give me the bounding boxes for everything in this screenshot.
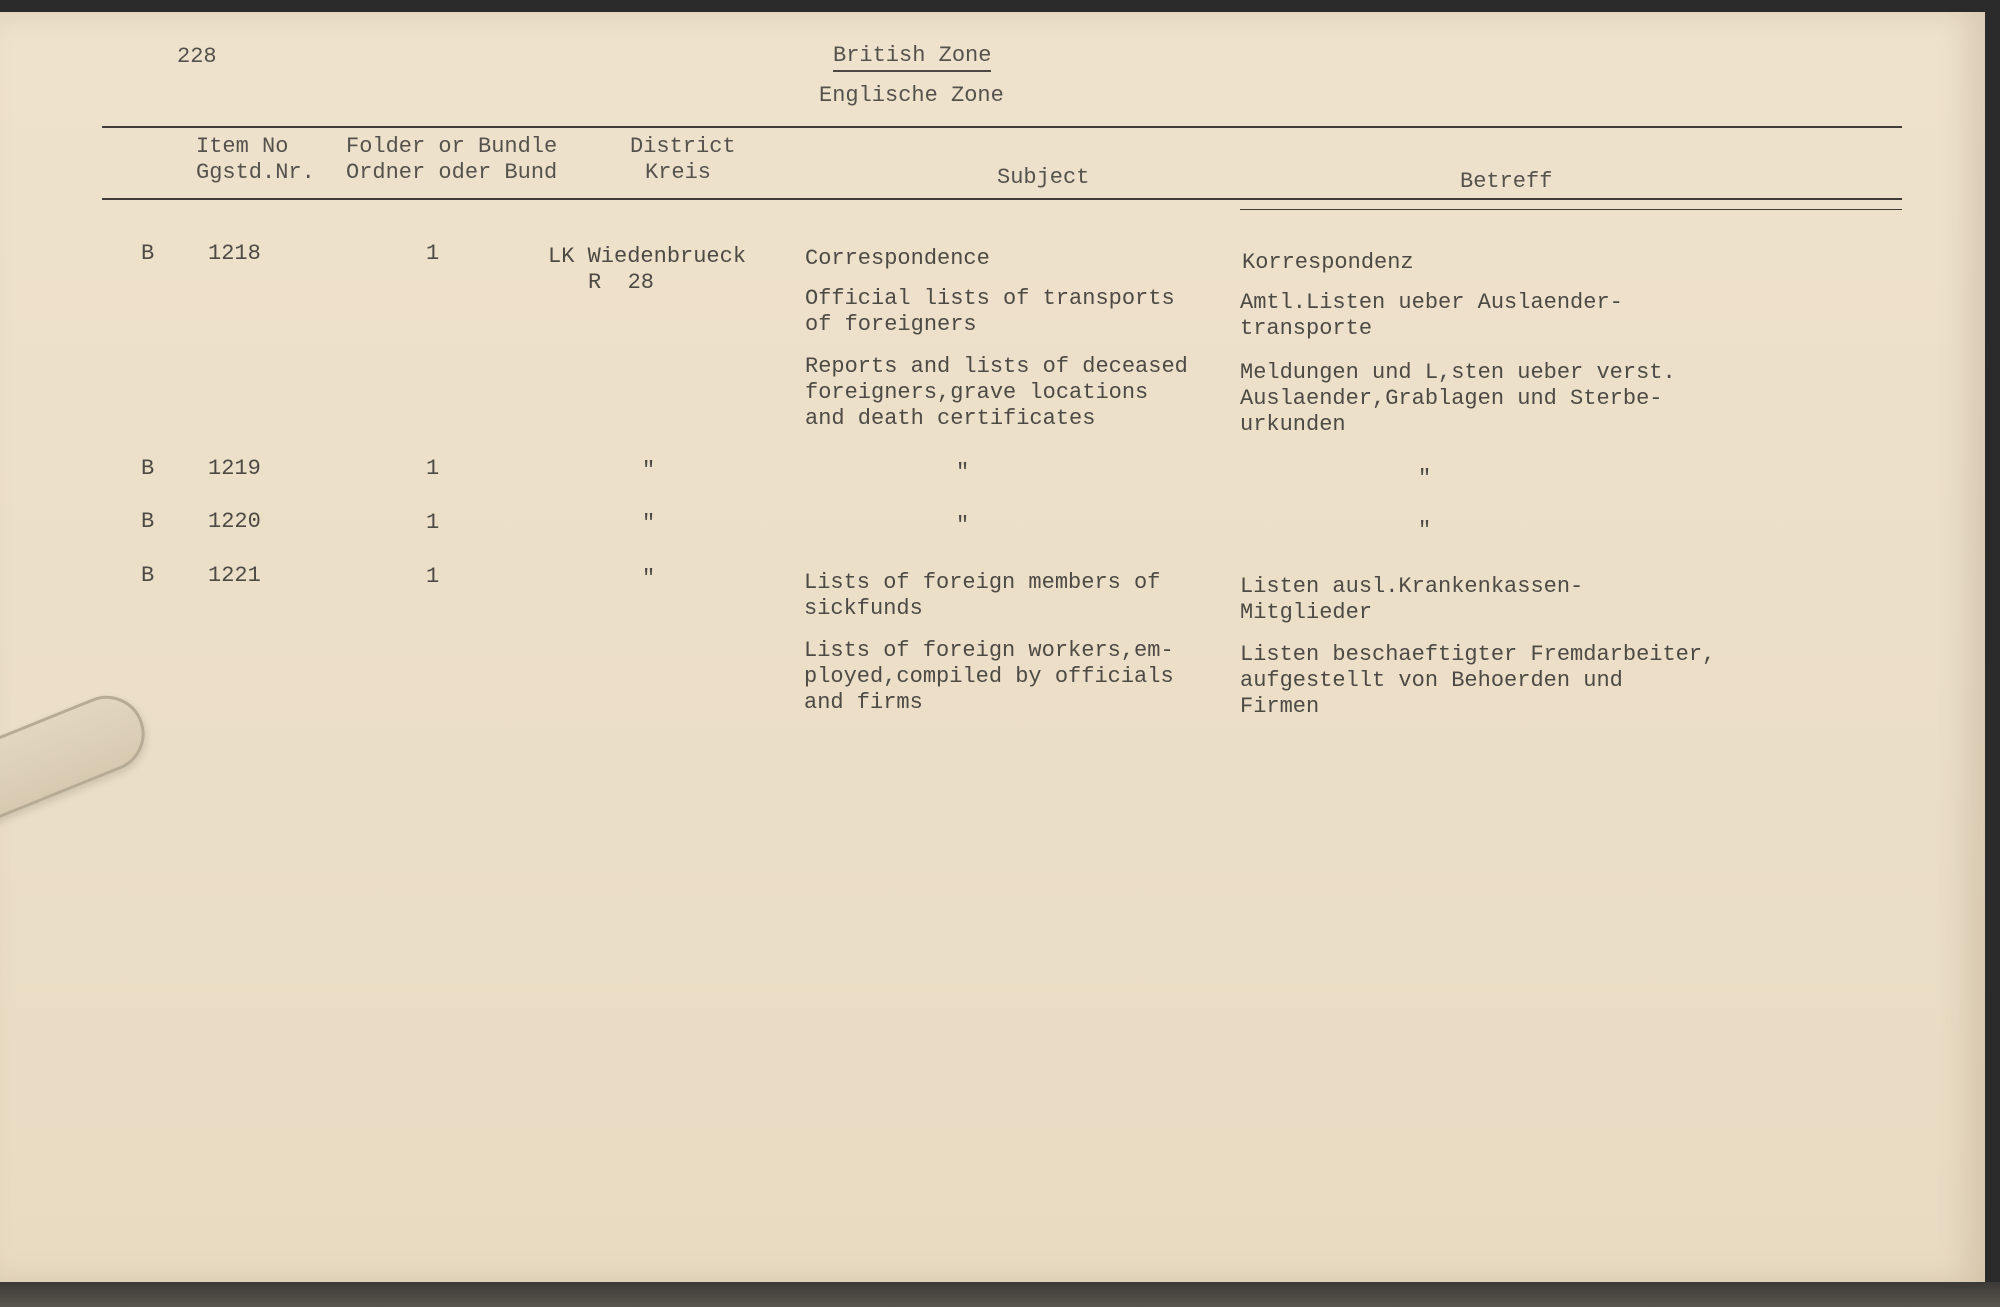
col-header-district-de: Kreis <box>645 160 712 185</box>
betreff-line: transporte <box>1240 316 1373 341</box>
district: LK Wiedenbrueck <box>548 244 747 269</box>
ditto-mark: " <box>642 566 656 591</box>
betreff-line: urkunden <box>1240 412 1346 437</box>
subject-line: ployed,compiled by officials <box>804 664 1174 689</box>
row-prefix: B <box>141 563 155 588</box>
col-header-subject: Subject <box>997 165 1090 190</box>
top-rule <box>102 126 1902 128</box>
ditto-mark: " <box>1418 466 1432 491</box>
folder-count: 1 <box>426 456 440 481</box>
betreff-line: Amtl.Listen ueber Auslaender- <box>1240 290 1623 315</box>
subject-line: sickfunds <box>804 596 923 621</box>
betreff-line: Korrespondenz <box>1242 250 1414 275</box>
ditto-mark: " <box>642 458 656 483</box>
subject-line: and firms <box>804 690 923 715</box>
subject-line: and death certificates <box>805 406 1096 431</box>
col-header-item-en: Item No <box>196 134 289 159</box>
folder-count: 1 <box>426 510 440 535</box>
betreff-line: aufgestellt von Behoerden und <box>1240 668 1623 693</box>
betreff-line: Auslaender,Grablagen und Sterbe- <box>1240 386 1663 411</box>
col-header-district-en: District <box>630 134 736 159</box>
item-number: 1220 <box>208 509 261 534</box>
subject-line: Reports and lists of deceased <box>805 354 1188 379</box>
row-prefix: B <box>141 241 155 266</box>
row-prefix: B <box>141 509 155 534</box>
subject-line: Lists of foreign members of <box>804 570 1161 595</box>
item-number: 1221 <box>208 563 261 588</box>
header-rule <box>102 198 1902 200</box>
page-subtitle: Englische Zone <box>819 83 1004 108</box>
col-header-folder-en: Folder or Bundle <box>346 134 558 159</box>
subject-line: of foreigners <box>805 312 977 337</box>
ditto-mark: " <box>1418 518 1432 543</box>
col-header-item-de: Ggstd.Nr. <box>196 160 315 185</box>
subject-line: Lists of foreign workers,em- <box>804 638 1174 663</box>
betreff-line: Listen beschaeftigter Fremdarbeiter, <box>1240 642 1716 667</box>
item-number: 1219 <box>208 456 261 481</box>
col-header-betreff: Betreff <box>1460 169 1553 194</box>
betreff-line: Meldungen und L,sten ueber verst. <box>1240 360 1676 385</box>
row-prefix: B <box>141 456 155 481</box>
header-rule-right <box>1240 209 1902 210</box>
folder-count: 1 <box>426 241 440 266</box>
subject-line: Correspondence <box>805 246 990 271</box>
page-title: British Zone <box>833 43 991 72</box>
folder-count: 1 <box>426 564 440 589</box>
ditto-mark: " <box>642 511 656 536</box>
ditto-mark: " <box>956 460 970 485</box>
page-bottom-edge <box>0 1282 2000 1307</box>
subject-line: foreigners,grave locations <box>805 380 1149 405</box>
ditto-mark: " <box>956 513 970 538</box>
col-header-folder-de: Ordner oder Bund <box>346 160 558 185</box>
district-code: R 28 <box>588 270 655 295</box>
page-number: 228 <box>177 44 217 69</box>
betreff-line: Mitglieder <box>1240 600 1373 625</box>
betreff-line: Firmen <box>1240 694 1320 719</box>
subject-line: Official lists of transports <box>805 286 1175 311</box>
item-number: 1218 <box>208 241 261 266</box>
betreff-line: Listen ausl.Krankenkassen- <box>1240 574 1584 599</box>
